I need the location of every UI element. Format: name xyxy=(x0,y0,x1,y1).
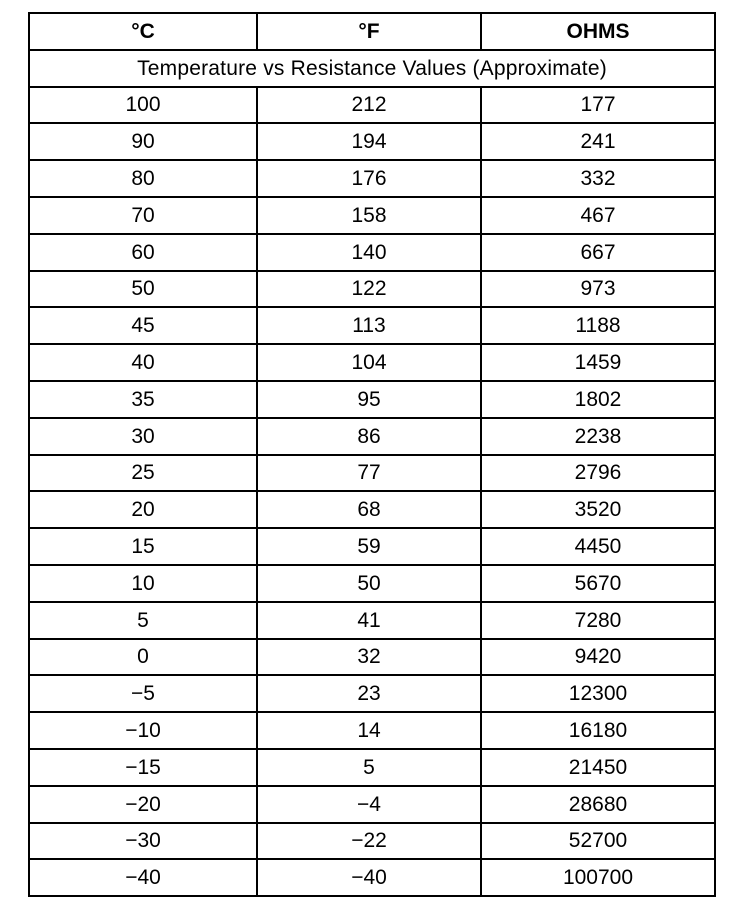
cell-fahrenheit: 176 xyxy=(257,160,481,197)
temperature-resistance-table-container xyxy=(28,12,714,897)
table-row xyxy=(29,565,715,602)
table-row xyxy=(29,639,715,676)
header-row xyxy=(29,13,715,50)
cell-ohms: 4450 xyxy=(481,528,715,565)
cell-ohms: 973 xyxy=(481,271,715,308)
header-celsius: °C xyxy=(29,13,257,50)
cell-fahrenheit: −4 xyxy=(257,786,481,823)
cell-ohms: 3520 xyxy=(481,491,715,528)
cell-ohms: 2796 xyxy=(481,455,715,492)
cell-celsius: −30 xyxy=(29,823,257,860)
cell-ohms: 1459 xyxy=(481,344,715,381)
cell-ohms: 100700 xyxy=(481,859,715,896)
cell-ohms: 467 xyxy=(481,197,715,234)
table-row xyxy=(29,491,715,528)
table-row xyxy=(29,675,715,712)
cell-celsius: 25 xyxy=(29,455,257,492)
cell-celsius: −10 xyxy=(29,712,257,749)
table-row xyxy=(29,712,715,749)
cell-ohms: 28680 xyxy=(481,786,715,823)
table-subtitle: Temperature vs Resistance Values (Approximate) xyxy=(29,50,715,87)
cell-fahrenheit: −22 xyxy=(257,823,481,860)
cell-celsius: 45 xyxy=(29,307,257,344)
cell-ohms: 52700 xyxy=(481,823,715,860)
cell-celsius: 50 xyxy=(29,271,257,308)
cell-celsius: 40 xyxy=(29,344,257,381)
cell-fahrenheit: 122 xyxy=(257,271,481,308)
cell-ohms: 16180 xyxy=(481,712,715,749)
table-row xyxy=(29,160,715,197)
table-row xyxy=(29,859,715,896)
cell-celsius: −20 xyxy=(29,786,257,823)
table-row xyxy=(29,749,715,786)
table-row xyxy=(29,87,715,124)
cell-celsius: 0 xyxy=(29,639,257,676)
cell-fahrenheit: 14 xyxy=(257,712,481,749)
table-head xyxy=(29,13,715,87)
cell-celsius: 10 xyxy=(29,565,257,602)
cell-fahrenheit: 68 xyxy=(257,491,481,528)
table-row xyxy=(29,234,715,271)
cell-fahrenheit: 104 xyxy=(257,344,481,381)
table-row xyxy=(29,123,715,160)
cell-fahrenheit: 194 xyxy=(257,123,481,160)
cell-celsius: −15 xyxy=(29,749,257,786)
table-row xyxy=(29,271,715,308)
cell-fahrenheit: 41 xyxy=(257,602,481,639)
cell-fahrenheit: 140 xyxy=(257,234,481,271)
table-body xyxy=(29,87,715,897)
table-row xyxy=(29,418,715,455)
cell-ohms: 1188 xyxy=(481,307,715,344)
cell-fahrenheit: 50 xyxy=(257,565,481,602)
cell-ohms: 9420 xyxy=(481,639,715,676)
table-row xyxy=(29,602,715,639)
header-ohms: OHMS xyxy=(481,13,715,50)
cell-fahrenheit: 212 xyxy=(257,87,481,124)
cell-ohms: 21450 xyxy=(481,749,715,786)
subtitle-row xyxy=(29,50,715,87)
cell-fahrenheit: 23 xyxy=(257,675,481,712)
cell-celsius: 20 xyxy=(29,491,257,528)
cell-celsius: 80 xyxy=(29,160,257,197)
table-row xyxy=(29,823,715,860)
cell-celsius: 15 xyxy=(29,528,257,565)
cell-fahrenheit: −40 xyxy=(257,859,481,896)
table-row xyxy=(29,455,715,492)
cell-celsius: 30 xyxy=(29,418,257,455)
cell-celsius: 90 xyxy=(29,123,257,160)
cell-ohms: 241 xyxy=(481,123,715,160)
table-row xyxy=(29,197,715,234)
table-row xyxy=(29,307,715,344)
temperature-resistance-table xyxy=(28,12,716,897)
cell-ohms: 5670 xyxy=(481,565,715,602)
table-row xyxy=(29,381,715,418)
cell-ohms: 177 xyxy=(481,87,715,124)
cell-fahrenheit: 77 xyxy=(257,455,481,492)
cell-celsius: −40 xyxy=(29,859,257,896)
cell-fahrenheit: 113 xyxy=(257,307,481,344)
header-fahrenheit: °F xyxy=(257,13,481,50)
cell-fahrenheit: 86 xyxy=(257,418,481,455)
cell-ohms: 12300 xyxy=(481,675,715,712)
cell-ohms: 2238 xyxy=(481,418,715,455)
cell-fahrenheit: 5 xyxy=(257,749,481,786)
cell-ohms: 7280 xyxy=(481,602,715,639)
cell-celsius: −5 xyxy=(29,675,257,712)
cell-fahrenheit: 59 xyxy=(257,528,481,565)
cell-celsius: 100 xyxy=(29,87,257,124)
cell-fahrenheit: 32 xyxy=(257,639,481,676)
cell-ohms: 667 xyxy=(481,234,715,271)
table-row xyxy=(29,344,715,381)
table-row xyxy=(29,528,715,565)
cell-fahrenheit: 158 xyxy=(257,197,481,234)
cell-ohms: 332 xyxy=(481,160,715,197)
cell-celsius: 5 xyxy=(29,602,257,639)
cell-ohms: 1802 xyxy=(481,381,715,418)
cell-celsius: 35 xyxy=(29,381,257,418)
cell-fahrenheit: 95 xyxy=(257,381,481,418)
cell-celsius: 60 xyxy=(29,234,257,271)
cell-celsius: 70 xyxy=(29,197,257,234)
table-row xyxy=(29,786,715,823)
